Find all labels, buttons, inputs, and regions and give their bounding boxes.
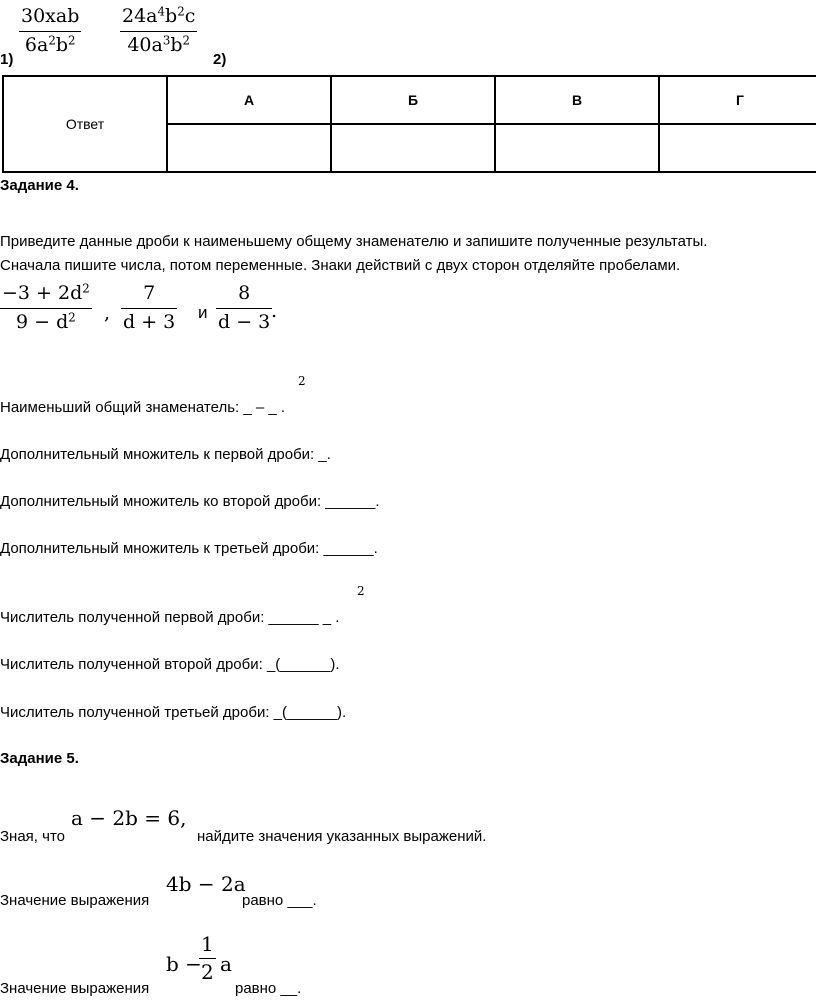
task-4-fraction-2 bbox=[121, 283, 177, 334]
fraction-2-numerator: $24a^4b^2c$ bbox=[122, 4, 196, 27]
answer-table bbox=[2, 75, 816, 173]
fraction-2-bar bbox=[120, 31, 197, 32]
numerator-2-line: Числитель полученной второй дроби: _(______). bbox=[0, 656, 340, 673]
task-4-fraction-3-denominator: d − 3 bbox=[218, 310, 271, 333]
expression-1-prefix: Значение выражения bbox=[0, 892, 150, 909]
given-expression: a − 2b = 6, bbox=[71, 806, 187, 830]
expression-1: 4b − 2a bbox=[166, 872, 246, 896]
task-4-fraction-1-numerator: $-3 + 2d^2$ bbox=[2, 281, 90, 304]
task-4-conjunction: и bbox=[198, 303, 208, 322]
expression-2-fraction-bar bbox=[199, 958, 216, 959]
item-2-label: 2) bbox=[213, 51, 227, 68]
task-4-instruction-line-1: Приведите данные дроби к наименьшему общему знаменателю и запишите полученные результаты. bbox=[0, 233, 708, 250]
task-4-instruction-line-2: Сначала пишите числа, потом переменные. Знаки действий с двух сторон отделяйте пробелами. bbox=[0, 257, 681, 274]
fraction-2-denominator: $40a^3b^2$ bbox=[127, 33, 191, 56]
task-4-period: . bbox=[271, 300, 278, 322]
task-4-fraction-1-denominator: $9 - d^2$ bbox=[16, 310, 76, 333]
item-1-label: 1) bbox=[0, 51, 14, 68]
answer-cell-b[interactable] bbox=[331, 124, 495, 172]
expression-2-fraction-denominator: 2 bbox=[201, 960, 214, 984]
answer-cell-g[interactable] bbox=[659, 124, 816, 172]
task-4-fraction-1 bbox=[0, 283, 92, 334]
given-prefix: Зная, что bbox=[0, 828, 66, 845]
task-4-fraction-2-denominator: d + 3 bbox=[123, 310, 176, 333]
multiplier-1-line: Дополнительный множитель к первой дроби: _. bbox=[0, 446, 331, 463]
expression-1-suffix: равно ___. bbox=[242, 892, 317, 909]
multiplier-2-line: Дополнительный множитель ко второй дроби: ______. bbox=[0, 493, 380, 510]
task-4-fraction-3-numerator: 8 bbox=[238, 282, 251, 304]
fraction-2 bbox=[120, 6, 197, 57]
task-4-comma: , bbox=[104, 302, 111, 324]
expression-2-fraction-numerator: 1 bbox=[201, 932, 214, 956]
column-header-a: А bbox=[167, 76, 331, 124]
numerator-3-line: Числитель полученной третьей дроби: _(______). bbox=[0, 704, 347, 721]
expression-2-fraction bbox=[199, 933, 216, 984]
column-header-v: В bbox=[495, 76, 659, 124]
fraction-1 bbox=[19, 6, 81, 57]
task-4-fraction-3-bar bbox=[216, 308, 272, 309]
answer-cell-v[interactable] bbox=[495, 124, 659, 172]
fraction-1-numerator: 30xab bbox=[21, 5, 80, 27]
multiplier-3-line: Дополнительный множитель к третьей дроби: ______. bbox=[0, 540, 378, 557]
answer-cell-a[interactable] bbox=[167, 124, 331, 172]
fraction-1-bar bbox=[19, 31, 81, 32]
task-4-fraction-3 bbox=[216, 283, 272, 334]
task-5-heading: Задание 5. bbox=[0, 750, 79, 767]
task-4-heading: Задание 4. bbox=[0, 177, 79, 194]
column-header-g: Г bbox=[659, 76, 816, 124]
expression-2-a: a bbox=[220, 952, 232, 976]
expression-2-prefix: Значение выражения bbox=[0, 980, 150, 997]
column-header-b: Б bbox=[331, 76, 495, 124]
task-4-fraction-2-numerator: 7 bbox=[143, 282, 156, 304]
numerator-1-exponent: 2 bbox=[357, 584, 365, 598]
numerator-1-line: Числитель полученной первой дроби: ______ _ . bbox=[0, 609, 340, 626]
lcd-exponent: 2 bbox=[298, 374, 306, 388]
lcd-line: Наименьший общий знаменатель: _ – _ . bbox=[0, 399, 286, 416]
given-suffix: найдите значения указанных выражений. bbox=[197, 828, 487, 845]
answer-row-label: Ответ bbox=[3, 76, 167, 172]
fraction-1-denominator: $6a^2b^2$ bbox=[24, 33, 76, 56]
expression-2-suffix: равно __. bbox=[235, 980, 302, 997]
task-4-fraction-1-bar bbox=[0, 308, 92, 309]
expression-2-b: b − bbox=[166, 952, 202, 976]
task-4-fraction-2-bar bbox=[121, 308, 177, 309]
